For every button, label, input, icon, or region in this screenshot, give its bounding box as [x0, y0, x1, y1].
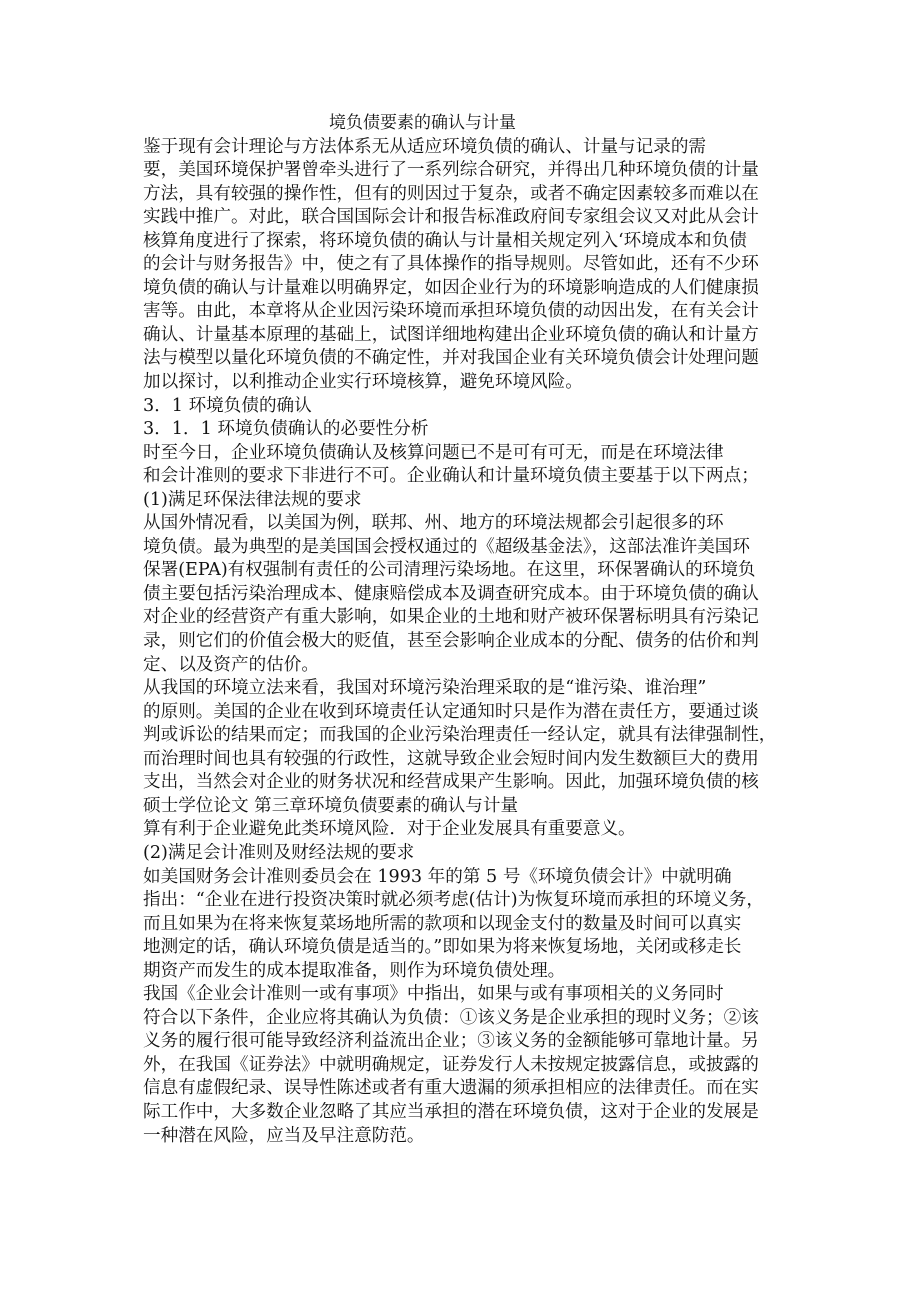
text-line: 而且如果为在将来恢复菜场地所需的款项和以现金支付的数量及时间可以真实: [143, 913, 742, 934]
paragraphs: [143, 136, 803, 1149]
text-line: 我国《企业会计准则一或有事项》中指出，如果与或有事项相关的义务同时: [143, 984, 724, 1005]
text-line: 际工作中，大多数企业忽略了其应当承担的潜在环境负债，这对于企业的发展是: [143, 1101, 759, 1122]
paragraph: [143, 677, 803, 795]
paragraph: [143, 489, 803, 513]
document-body: [143, 112, 803, 1148]
text-line: 时至今日，企业环境负债确认及核算问题已不是可有可无，而是在环境法律: [143, 442, 724, 463]
text-line: 如美国财务会计准则委员会在 1993 年的第 5 号《环境负债会计》中就明确: [143, 866, 732, 887]
text-line: 实践中推广。对此，联合国国际会计和报告标准政府间专家组会议又对此从会计: [143, 207, 759, 228]
paragraph: [143, 795, 803, 819]
text-line: 信息有虚假纪录、误导性陈述或者有重大遗漏的须承担相应的法律责任。而在实: [143, 1078, 759, 1099]
text-line: 支出，当然会对企业的财务状况和经营成果产生影响。因此，加强环境负债的核: [143, 772, 759, 793]
paragraph: [143, 842, 803, 866]
title-spacer: [143, 112, 803, 136]
text-line: 地测定的话，确认环境负债是适当的。”即如果为将来恢复场地，关闭或移走长: [143, 937, 742, 958]
text-line: 3．1．1 环境负债确认的必要性分析: [143, 419, 429, 440]
text-line: 和会计准则的要求下非进行不可。企业确认和计量环境负债主要基于以下两点；: [143, 466, 759, 487]
paragraph: [143, 983, 803, 1148]
text-line: 硕士学位论文 第三章环境负债要素的确认与计量: [143, 795, 519, 816]
text-line: 害等。由此，本章将从企业因污染环境而承担环境负债的动因出发，在有关会计: [143, 301, 759, 322]
paragraph: [143, 818, 803, 842]
text-line: 定、以及资产的估价。: [143, 654, 319, 675]
text-line: 的原则。美国的企业在收到环境责任认定通知时只是作为潜在责任方，要通过谈: [143, 701, 759, 722]
text-line: 符合以下条件，企业应将其确认为负债：①该义务是企业承担的现时义务；②该: [143, 1007, 759, 1028]
text-line: 指出：“企业在进行投资决策时就必须考虑(估计)为恢复环境而承担的环境义务，: [143, 890, 764, 911]
text-line: 的会计与财务报告》中，使之有了具体操作的指导规则。尽管如此，还有不少环: [143, 254, 759, 275]
text-line: 义务的履行很可能导致经济利益流出企业；③该义务的金额能够可靠地计量。另: [143, 1031, 759, 1052]
document-title: 境负债要素的确认与计量: [329, 113, 516, 133]
text-line: 确认、计量基本原理的基础上，试图详细地构建出企业环境负债的确认和计量方: [143, 324, 759, 345]
text-line: 期资产而发生的成本提取准备，则作为环境负债处理。: [143, 960, 566, 981]
text-line: (1)满足环保法律法规的要求: [143, 489, 362, 510]
text-line: (2)满足会计准则及财经法规的要求: [143, 842, 415, 863]
text-line: 算有利于企业避免此类环境风险．对于企业发展具有重要意义。: [143, 819, 636, 840]
text-line: 判或诉讼的结果而定；而我国的企业污染治理责任一经认定，就具有法律强制性，: [143, 725, 777, 746]
text-line: 加以探讨，以利推动企业实行环境核算，避免环境风险。: [143, 372, 583, 393]
text-line: 外，在我国《证券法》中就明确规定，证券发行人未按规定披露信息，或披露的: [143, 1054, 759, 1075]
text-line: 对企业的经营资产有重大影响，如果企业的土地和财产被环保署标明具有污染记: [143, 607, 759, 628]
text-line: 3．1 环境负债的确认: [143, 395, 312, 416]
text-line: 债主要包括污染治理成本、健康赔偿成本及调查研究成本。由于环境负债的确认: [143, 583, 759, 604]
text-line: 境负债的确认与计量难以明确界定，如因企业行为的环境影响造成的人们健康损: [143, 277, 759, 298]
text-line: 境负债。最为典型的是美国国会授权通过的《超级基金法》，这部法准许美国环: [143, 536, 750, 557]
paragraph: [143, 395, 803, 419]
text-line: 要，美国环境保护署曾牵头进行了一系列综合研究，并得出几种环境负债的计量: [143, 160, 759, 181]
text-line: 核算角度进行了探索，将环境负债的确认与计量相关规定列入‘环境成本和负债: [143, 230, 747, 251]
text-line: 一种潜在风险，应当及早注意防范。: [143, 1125, 425, 1146]
paragraph: [143, 442, 803, 489]
paragraph: [143, 418, 803, 442]
text-line: 录，则它们的价值会极大的贬值，甚至会影响企业成本的分配、债务的估价和判: [143, 631, 759, 652]
text-line: 从国外情况看，以美国为例，联邦、州、地方的环境法规都会引起很多的环: [143, 513, 724, 534]
paragraph: [143, 866, 803, 984]
text-line: 法与模型以量化环境负债的不确定性，并对我国企业有关环境负债会计处理问题: [143, 348, 759, 369]
text-line: 方法，具有较强的操作性，但有的则因过于复杂，或者不确定因素较多而难以在: [143, 183, 759, 204]
paragraph: [143, 512, 803, 677]
text-line: 从我国的环境立法来看，我国对环境污染治理采取的是“谁污染、谁治理”: [143, 678, 707, 699]
text-line: 而治理时间也具有较强的行政性，这就导致企业会短时间内发生数额巨大的费用: [143, 748, 759, 769]
paragraph: [143, 136, 803, 395]
text-line: 保署(EPA)有权强制有责任的公司清理污染场地。在这里，环保署确认的环境负: [143, 560, 756, 581]
text-line: 鉴于现有会计理论与方法体系无从适应环境负债的确认、计量与记录的需: [143, 136, 707, 157]
